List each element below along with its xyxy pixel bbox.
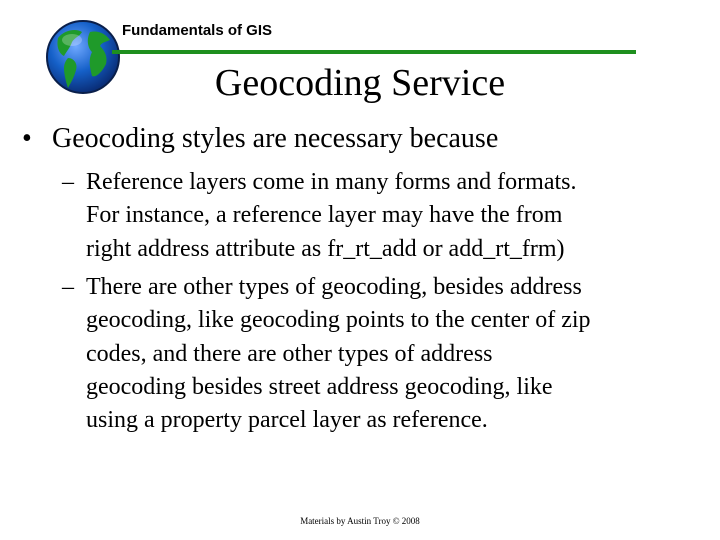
sub-bullet-marker: – [62,274,74,300]
sub-bullet-item [62,166,576,266]
bullet-item [22,119,498,159]
bullet-text: Geocoding styles are necessary because [52,123,499,154]
header-rule [112,50,636,54]
sub-bullet-line: right address attribute as fr_rt_add or add_rt_frm) [86,235,565,262]
course-title: Fundamentals of GIS [122,22,273,39]
sub-bullet-item [62,271,591,437]
sub-bullet-line: geocoding besides street address geocoding, like [86,373,553,400]
slide-title: Geocoding Service [214,62,506,104]
footer-credit: Materials by Austin Troy © 2008 [300,516,420,526]
sub-bullet-line: geocoding, like geocoding points to the center of zip [86,307,591,334]
sub-bullet-line: For instance, a reference layer may have the from [86,202,563,229]
sub-bullet-line: using a property parcel layer as reference. [86,407,488,434]
sub-bullet-line: There are other types of geocoding, besides address [86,274,582,300]
sub-bullet-marker: – [62,169,74,195]
sub-bullet-line: codes, and there are other types of address [86,340,493,367]
sub-bullet-line: Reference layers come in many forms and formats. [86,169,577,195]
bullet-marker: • [22,123,32,154]
